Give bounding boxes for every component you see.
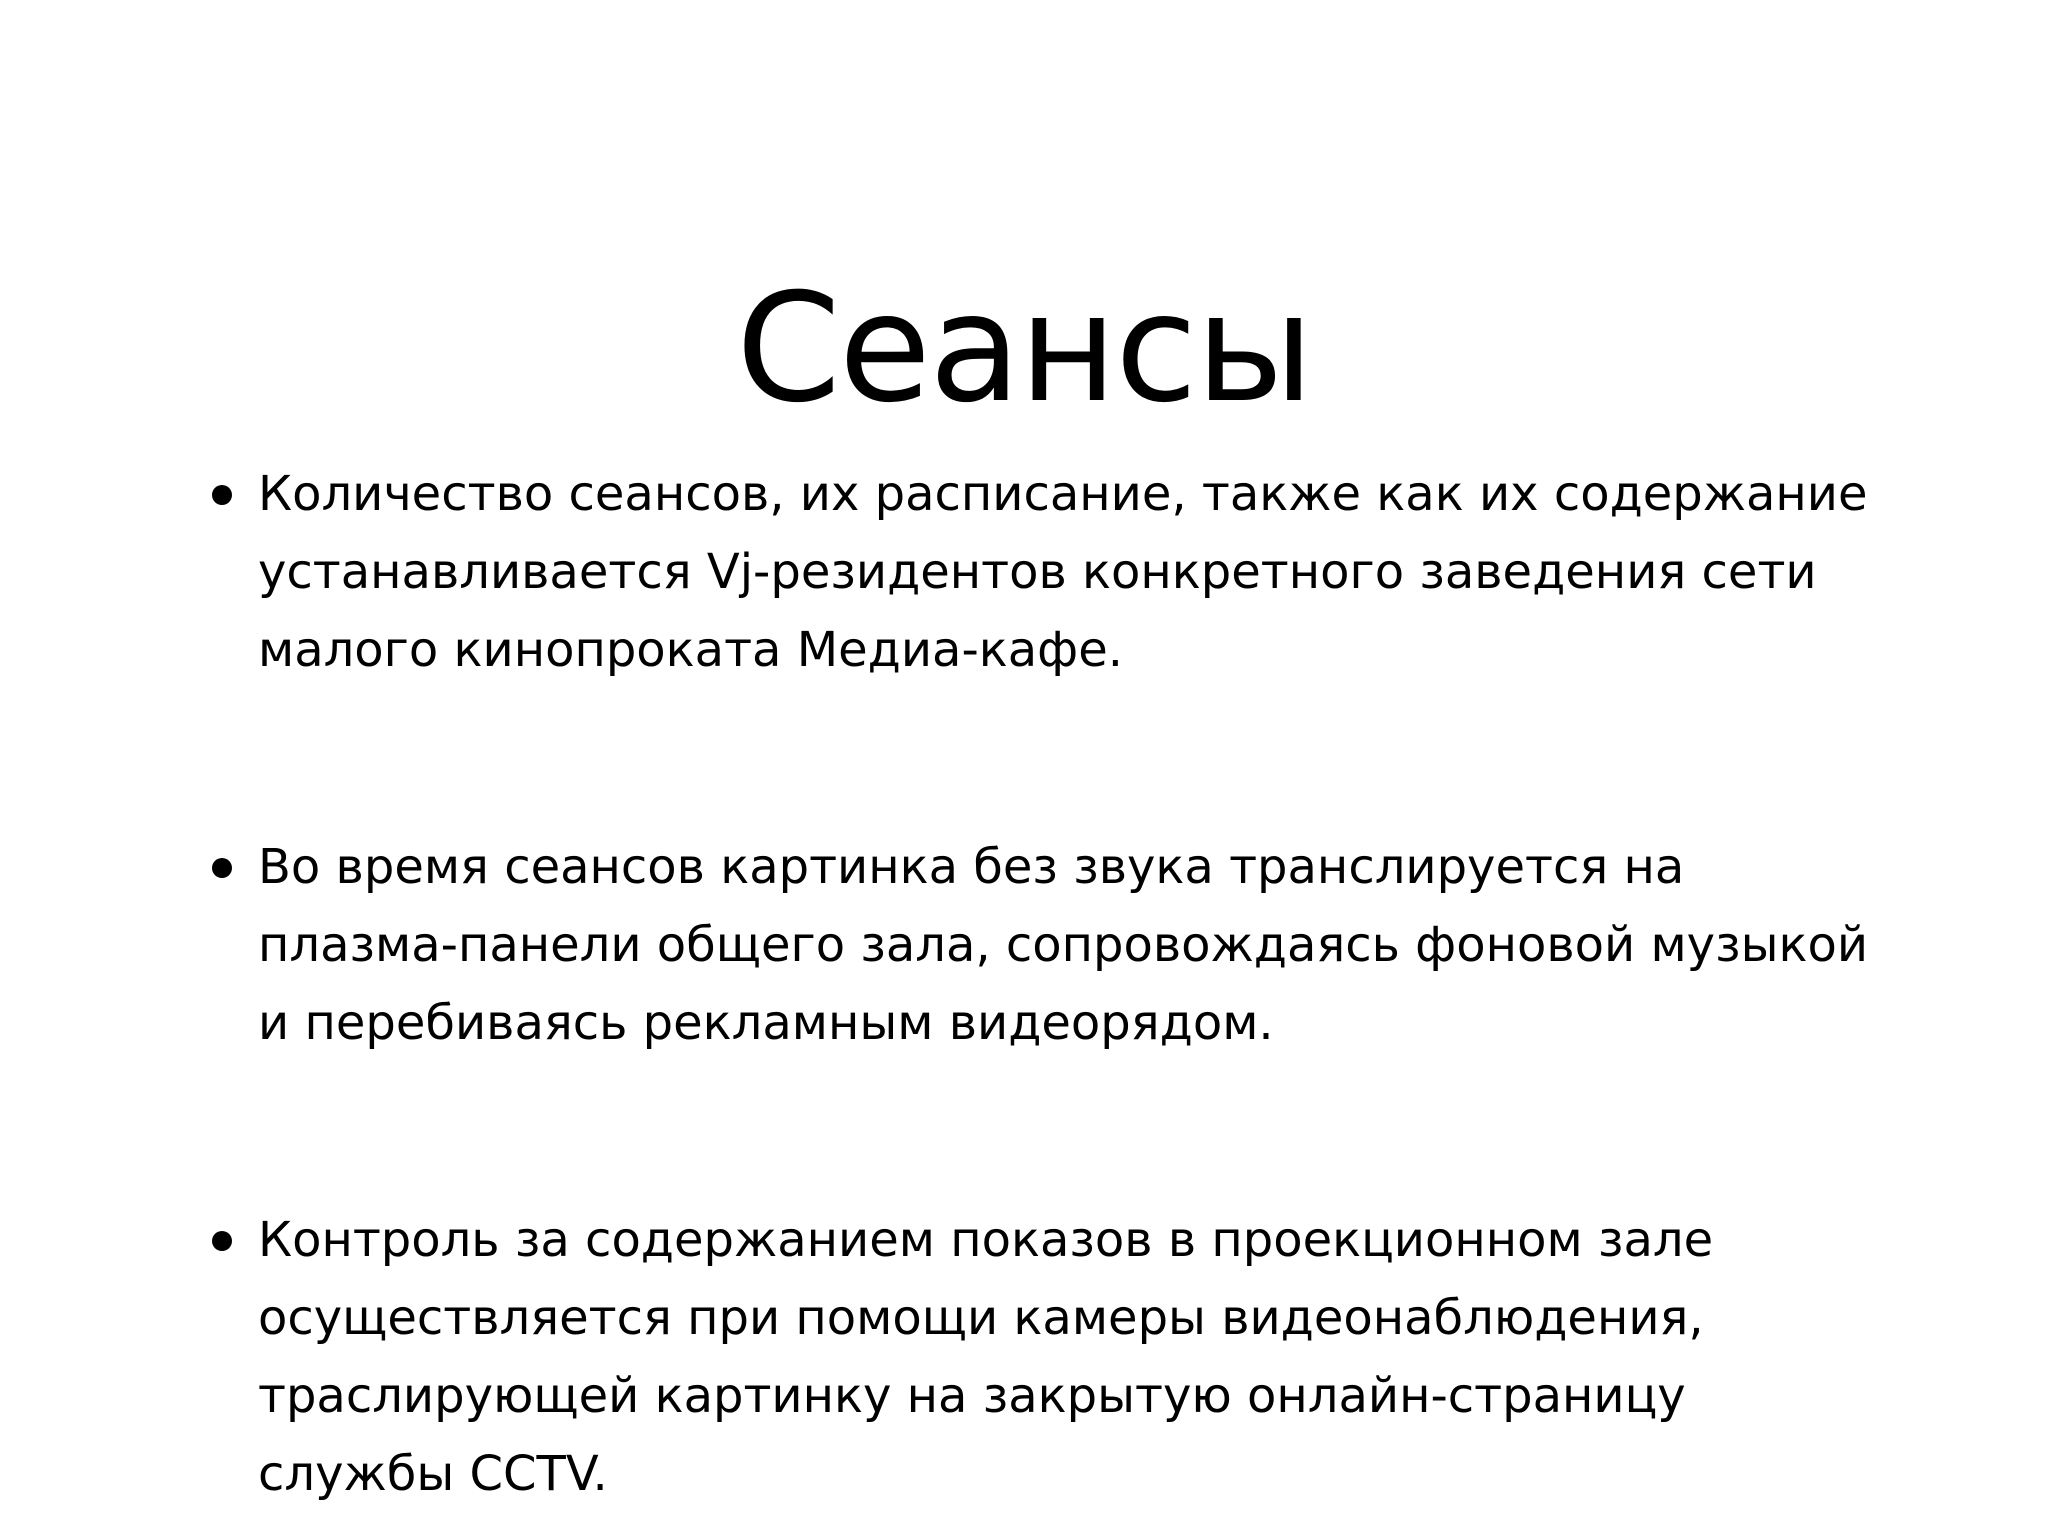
bullet-text: Контроль за содержанием показов в проекционном зале осуществляется при помощи камеры видеонаблюдения, траслирующей картинку на закрытую онлайн-страницу службы CCTV. <box>258 1212 1714 1502</box>
bullet-list <box>212 455 1872 1513</box>
slide-title: Сеансы <box>736 261 1312 436</box>
bullet-item <box>212 828 1872 1062</box>
bullet-text: Количество сеансов, их расписание, также как их содержание устанавливается Vj-резидентов конкретного заведения сети малого кинопроката Медиа-кафе. <box>258 466 1868 678</box>
bullet-item <box>212 1201 1872 1513</box>
bullet-text: Во время сеансов картинка без звука транслируется на плазма-панели общего зала, сопровождаясь фоновой музыкой и перебиваясь рекламным видеорядом. <box>258 839 1869 1051</box>
bullet-dot-icon <box>212 485 232 505</box>
bullet-item <box>212 455 1872 689</box>
bullet-dot-icon <box>212 1231 232 1251</box>
bullet-dot-icon <box>212 858 232 878</box>
